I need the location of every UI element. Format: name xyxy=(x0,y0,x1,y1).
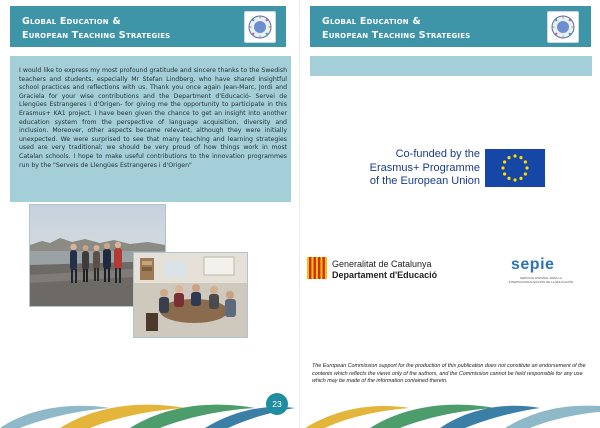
left-header-title-line1: Global Education & xyxy=(22,16,121,27)
erasmus-text xyxy=(353,148,480,189)
ec-disclaimer: The European Commission support for the production of this publication does not constitute an endorsement of the contents which reflects the views only of the authors, and the Commission cannot be held responsible for any use which may be made of the information contained therein. xyxy=(312,363,586,385)
left-header-title xyxy=(22,15,170,43)
catalan-flag-icon xyxy=(307,257,327,279)
decorative-swooshes xyxy=(0,398,600,428)
right-header-title-line1: Global Education & xyxy=(322,16,421,27)
erasmus-cofunding-logo xyxy=(353,148,548,190)
erasmus-line3: of the European Union xyxy=(369,175,480,188)
sepie-wordmark: sepie xyxy=(511,256,555,273)
generalitat-line1: Generalitat de Catalunya xyxy=(332,259,432,269)
project-logo-icon xyxy=(247,14,273,40)
generalitat-text xyxy=(332,259,462,280)
sepie-logo xyxy=(505,256,577,286)
right-header-title xyxy=(322,15,470,43)
project-logo-right-icon xyxy=(550,14,576,40)
eu-flag-icon xyxy=(485,149,545,187)
left-page-header xyxy=(10,6,286,47)
project-logo xyxy=(244,11,276,43)
meeting-room-photo xyxy=(133,252,248,338)
right-header-title-line2: European Teaching Strategies xyxy=(322,30,471,41)
right-subheader-bar xyxy=(310,56,592,76)
generalitat-line2: Departament d'Educació xyxy=(332,269,438,280)
sepie-subtitle: SERVICIO ESPAÑOL PARA LA INTERNACIONALIZACIÓN DE LA EDUCACIÓN xyxy=(508,276,574,284)
erasmus-line1: Co-funded by the xyxy=(395,148,480,160)
left-header-title-line2: European Teaching Strategies xyxy=(22,30,171,41)
erasmus-line2: Erasmus+ Programme xyxy=(369,161,480,174)
gratitude-paragraph: I would like to express my most profound gratitude and sincere thanks to the Swedish teachers and students, especially Mr Stefan Lindberg, who have shared insightful school practices and reflections with us. Thank you once again Jean-Marc, Jordi and Graciela for your wise contributions and the Department d'Educació- Servei de Llengües Estrangeres i d'Origen- for giving me the opportunity to participate in this Erasmus+ KA1 project. I have been given the chance to get an insight into another education system from the perspective of language acquisition, diversity and inclusion. Moreover, other aspects became relevant, although they were initially unexpected. We were surprised to see that many teaching and learning strategies used are very traditional; we should be very proud of how things work in most Catalan schools. I hope to make useful contributions to the innovation programmes run by the "Serveis de Llengües Estrangeres i d'Origen" xyxy=(19,67,287,169)
page-number: 23 xyxy=(266,393,288,415)
project-logo-right xyxy=(547,11,579,43)
gratitude-text-box xyxy=(10,56,291,202)
generalitat-logo xyxy=(307,257,457,283)
right-page-header xyxy=(310,6,591,47)
